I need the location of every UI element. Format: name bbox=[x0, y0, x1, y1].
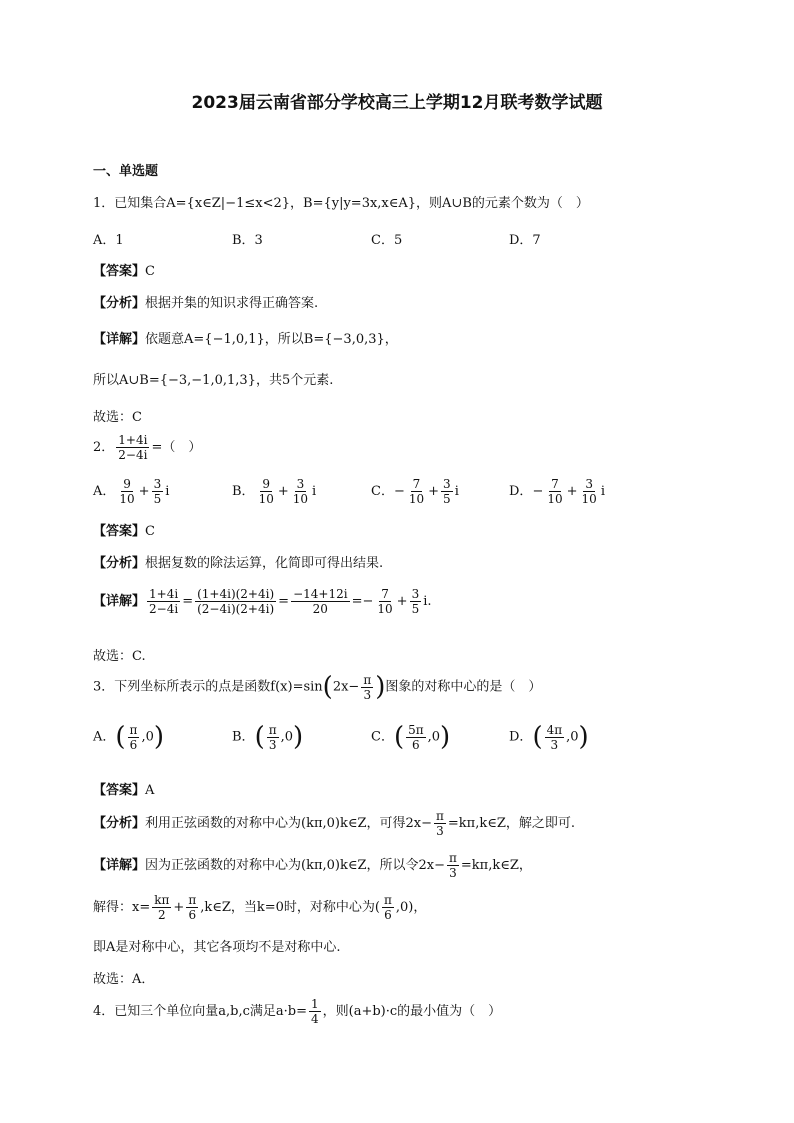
detail-text: 因为正弦函数的对称中心为(kπ,0)k∈Z，所以令2x− bbox=[145, 858, 446, 873]
q1-option-b: B．3 bbox=[232, 233, 263, 248]
q2-answer-value: C bbox=[145, 524, 155, 539]
fraction bbox=[257, 477, 276, 506]
q2-analysis bbox=[93, 552, 383, 571]
q2-stem-tail: =（ ） bbox=[151, 440, 202, 455]
close-paren: ) bbox=[440, 722, 451, 752]
q3-option-b bbox=[232, 722, 303, 752]
denominator: (2−4i)(2+4i) bbox=[197, 602, 275, 616]
imag-unit: i. bbox=[423, 594, 432, 609]
numerator: 9 bbox=[262, 477, 271, 491]
fraction bbox=[447, 851, 459, 880]
open-paren: ( bbox=[532, 722, 543, 752]
fraction bbox=[382, 893, 394, 922]
q1-analysis bbox=[93, 292, 318, 311]
denominator: 6 bbox=[412, 737, 420, 752]
fraction bbox=[117, 477, 136, 506]
sign: − bbox=[362, 594, 374, 609]
denominator: 3 bbox=[268, 737, 277, 752]
denominator: 2−4i bbox=[118, 448, 148, 462]
q2-option-b bbox=[232, 477, 316, 506]
open-paren: ( bbox=[115, 722, 126, 752]
analysis-label: 【分析】 bbox=[93, 296, 146, 311]
fraction bbox=[434, 809, 446, 838]
q1-detail bbox=[93, 328, 398, 347]
q3-detail bbox=[93, 851, 532, 880]
option-label: C． bbox=[371, 729, 394, 745]
numerator: −14+12i bbox=[293, 587, 348, 601]
q2-stem-fraction bbox=[116, 433, 149, 462]
denominator: 4 bbox=[311, 1012, 319, 1026]
q2-stem bbox=[93, 433, 201, 462]
fraction bbox=[580, 477, 599, 506]
q3-analysis bbox=[93, 809, 575, 838]
numerator: π bbox=[363, 672, 372, 687]
operator: + bbox=[277, 484, 289, 499]
q1-answer-value: C bbox=[145, 264, 155, 279]
numerator: 3 bbox=[296, 477, 305, 491]
option-label: A． bbox=[93, 484, 116, 499]
numerator: kπ bbox=[154, 893, 170, 907]
numerator: 7 bbox=[412, 477, 421, 491]
fraction bbox=[147, 587, 180, 616]
operator: + bbox=[173, 900, 185, 915]
q2-choose: 故选：C. bbox=[93, 649, 146, 664]
equals: = bbox=[182, 594, 194, 609]
stem-text: 4．已知三个单位向量a,b,c满足a·b= bbox=[93, 1004, 307, 1019]
open-paren: ( bbox=[322, 672, 333, 702]
numerator: π bbox=[129, 722, 138, 737]
operator: + bbox=[566, 484, 578, 499]
q1-option-c: C．5 bbox=[371, 233, 403, 248]
q1-detail-text: 依题意A={−1,0,1}，所以B={−3,0,3}， bbox=[145, 332, 398, 347]
open-paren: ( bbox=[254, 722, 265, 752]
argument: 2x− bbox=[332, 679, 360, 695]
fraction bbox=[128, 723, 140, 752]
close-paren: ) bbox=[375, 672, 386, 702]
fraction bbox=[186, 893, 198, 922]
close-paren: ) bbox=[153, 722, 164, 752]
analysis-text: =kπ,k∈Z，解之即可. bbox=[447, 816, 576, 831]
q2-answer bbox=[93, 520, 155, 539]
answer-label: 【答案】 bbox=[93, 264, 146, 279]
fraction bbox=[291, 587, 350, 616]
detail-label: 【详解】 bbox=[93, 332, 146, 347]
denominator: 20 bbox=[312, 602, 328, 616]
denominator: 10 bbox=[258, 492, 274, 506]
fraction bbox=[152, 893, 171, 922]
q3-option-d bbox=[509, 722, 589, 752]
numerator: 3 bbox=[411, 587, 420, 601]
denominator: 5 bbox=[153, 492, 162, 506]
option-label: D． bbox=[509, 729, 533, 745]
open-paren: ( bbox=[393, 722, 405, 752]
equals: = bbox=[278, 594, 290, 609]
denominator: 6 bbox=[384, 908, 392, 922]
numerator: 7 bbox=[551, 477, 559, 491]
denominator: 10 bbox=[581, 492, 597, 506]
numerator: 4π bbox=[546, 722, 563, 737]
close-paren: ) bbox=[293, 722, 304, 752]
answer-label: 【答案】 bbox=[93, 783, 146, 798]
stem-text: 图象的对称中心的是（ ） bbox=[385, 679, 542, 695]
q1-answer bbox=[93, 260, 155, 279]
q2-number: 2． bbox=[93, 440, 115, 455]
fraction bbox=[291, 477, 310, 506]
detail-text: =kπ,k∈Z， bbox=[460, 858, 532, 873]
sign: − bbox=[393, 484, 405, 499]
stem-text: ，则(a+b)·c的最小值为（ ） bbox=[322, 1004, 502, 1019]
denominator: 3 bbox=[363, 687, 372, 702]
page-title: 2023届云南省部分学校高三上学期12月联考数学试题 bbox=[191, 93, 603, 113]
denominator: 10 bbox=[119, 492, 135, 506]
numerator: 1 bbox=[311, 997, 319, 1011]
q1-option-d: D．7 bbox=[509, 233, 541, 248]
fraction bbox=[309, 997, 321, 1026]
coordinate: ,0 bbox=[566, 729, 579, 745]
denominator: 3 bbox=[436, 824, 444, 838]
coordinate: ,0 bbox=[141, 729, 154, 745]
denominator: 6 bbox=[188, 908, 197, 922]
denominator: 2−4i bbox=[149, 602, 179, 616]
numerator: 1+4i bbox=[118, 433, 148, 447]
fraction bbox=[267, 723, 279, 752]
operator: + bbox=[138, 484, 150, 499]
numerator: 5π bbox=[408, 722, 424, 737]
q2-analysis-text: 根据复数的除法运算，化简即可得出结果. bbox=[145, 556, 384, 571]
option-label: A． bbox=[93, 729, 116, 745]
q3-choose: 故选：A． bbox=[93, 972, 155, 987]
q2-option-d bbox=[509, 477, 605, 506]
denominator: 3 bbox=[449, 866, 457, 880]
coordinate: ,0 bbox=[280, 729, 294, 745]
imag-unit: i bbox=[600, 484, 605, 499]
fraction bbox=[375, 587, 394, 616]
operator: + bbox=[428, 484, 440, 499]
q2-detail bbox=[93, 587, 432, 616]
fraction bbox=[545, 477, 564, 506]
detail-label: 【详解】 bbox=[93, 858, 146, 873]
solve-text: ,k∈Z，当k=0时，对称中心为( bbox=[200, 900, 380, 915]
q3-option-a bbox=[93, 722, 164, 752]
q3-conclusion: 即A是对称中心，其它各项均不是对称中心. bbox=[93, 940, 341, 955]
q3-option-c bbox=[371, 722, 450, 752]
denominator: 6 bbox=[129, 737, 138, 752]
fraction bbox=[407, 477, 426, 506]
numerator: 7 bbox=[381, 587, 389, 601]
q1-analysis-text: 根据并集的知识求得正确答案. bbox=[145, 296, 319, 311]
section-heading: 一、单选题 bbox=[93, 164, 159, 179]
option-label: B． bbox=[232, 729, 255, 745]
equals: = bbox=[351, 594, 363, 609]
solve-text: 解得：x= bbox=[93, 900, 151, 915]
q1-choose: 故选：C bbox=[93, 410, 142, 425]
denominator: 5 bbox=[411, 602, 420, 616]
imag-unit: i bbox=[165, 484, 170, 499]
numerator: 3 bbox=[443, 477, 451, 491]
denominator: 2 bbox=[158, 908, 166, 922]
detail-label: 【详解】 bbox=[93, 594, 146, 609]
analysis-label: 【分析】 bbox=[93, 556, 146, 571]
q3-answer-value: A bbox=[145, 783, 155, 798]
fraction bbox=[361, 673, 373, 702]
q1-option-a: A．1 bbox=[93, 233, 124, 248]
coordinate: ,0 bbox=[427, 729, 441, 745]
q3-stem bbox=[93, 672, 541, 702]
option-label: C． bbox=[371, 484, 394, 499]
analysis-label: 【分析】 bbox=[93, 816, 146, 831]
numerator: 1+4i bbox=[149, 587, 179, 601]
q2-option-c bbox=[371, 477, 459, 506]
stem-text: 3．下列坐标所表示的点是函数 bbox=[93, 679, 271, 695]
answer-label: 【答案】 bbox=[93, 524, 146, 539]
denominator: 10 bbox=[292, 492, 309, 506]
numerator: π bbox=[449, 851, 457, 865]
fraction bbox=[545, 723, 565, 752]
operator: + bbox=[396, 594, 408, 609]
q4-stem bbox=[93, 997, 501, 1026]
denominator: 10 bbox=[408, 492, 425, 506]
denominator: 10 bbox=[547, 492, 563, 506]
numerator: 9 bbox=[123, 477, 131, 491]
fraction bbox=[406, 723, 426, 752]
fraction bbox=[195, 587, 276, 616]
option-label: D． bbox=[509, 484, 533, 499]
sign: − bbox=[532, 484, 544, 499]
q1-detail-line2: 所以A∪B={−3,−1,0,1,3}，共5个元素. bbox=[93, 373, 334, 388]
denominator: 3 bbox=[550, 737, 559, 752]
solve-text: ,0)， bbox=[395, 900, 427, 915]
numerator: 3 bbox=[585, 477, 593, 491]
imag-unit: i bbox=[312, 484, 317, 499]
q3-solve bbox=[93, 893, 426, 922]
denominator: 5 bbox=[443, 492, 451, 506]
numerator: (1+4i)(2+4i) bbox=[197, 587, 275, 601]
function-expr: f(x)=sin bbox=[270, 679, 323, 695]
numerator: π bbox=[436, 809, 444, 823]
analysis-text: 利用正弦函数的对称中心为(kπ,0)k∈Z，可得2x− bbox=[145, 816, 433, 831]
numerator: 3 bbox=[153, 477, 162, 491]
denominator: 10 bbox=[377, 602, 393, 616]
fraction bbox=[441, 477, 453, 506]
imag-unit: i bbox=[454, 484, 459, 499]
option-label: B． bbox=[232, 484, 255, 499]
close-paren: ) bbox=[578, 722, 589, 752]
q2-option-a bbox=[93, 477, 169, 506]
fraction bbox=[410, 587, 422, 616]
q1-stem: 1．已知集合A={x∈Z|−1≤x<2}，B={y|y=3x,x∈A}，则A∪B的元素个数为（ ） bbox=[93, 196, 589, 211]
fraction bbox=[152, 477, 164, 506]
q3-answer bbox=[93, 779, 154, 798]
numerator: π bbox=[383, 893, 392, 907]
numerator: π bbox=[188, 893, 197, 907]
numerator: π bbox=[268, 722, 277, 737]
